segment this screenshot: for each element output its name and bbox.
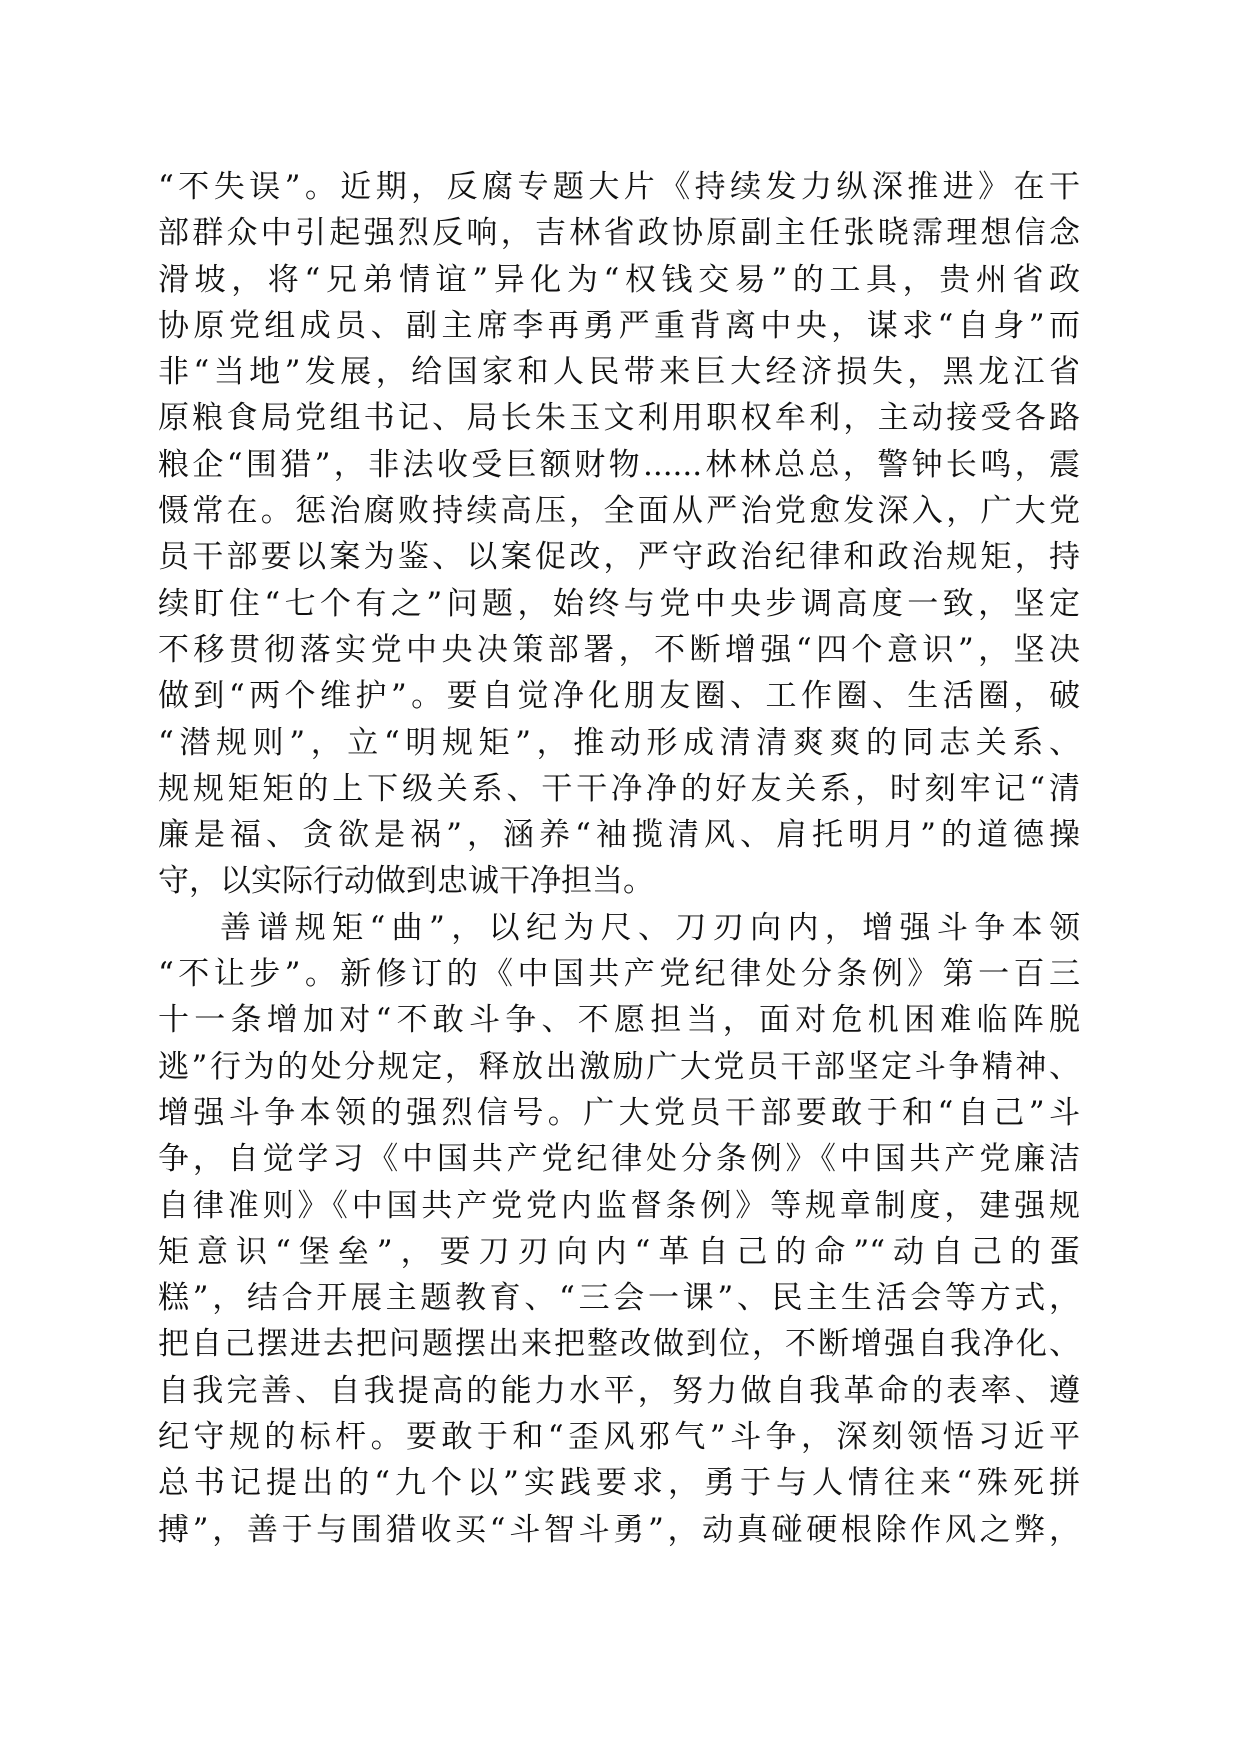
text-line: 争，自觉学习《中国共产党纪律处分条例》《中国共产党廉洁 bbox=[158, 1141, 1080, 1178]
body-text bbox=[158, 164, 1080, 1553]
text-line: 逃”行为的处分规定，释放出激励广大党员干部坚定斗争精神、 bbox=[158, 1048, 1080, 1085]
text-line: 搏”，善于与围猎收买“斗智斗勇”，动真碰硬根除作风之弊， bbox=[158, 1511, 1080, 1548]
text-line-paragraph-end: 守，以实际行动做到忠诚干净担当。 bbox=[158, 863, 654, 900]
paragraph-continuation bbox=[158, 164, 1080, 905]
text-line: 原粮食局党组书记、局长朱玉文利用职权牟利，主动接受各路 bbox=[158, 400, 1080, 437]
text-line-paragraph-start: 善谱规矩“曲”，以纪为尺、刀刃向内，增强斗争本领 bbox=[220, 909, 1080, 946]
text-line: 纪守规的标杆。要敢于和“歪风邪气”斗争，深刻领悟习近平 bbox=[158, 1419, 1080, 1456]
text-line: 自律准则》《中国共产党党内监督条例》等规章制度，建强规 bbox=[158, 1187, 1080, 1224]
text-line: 十一条增加对“不敢斗争、不愿担当，面对危机困难临阵脱 bbox=[158, 1002, 1080, 1039]
text-line: 续盯住“七个有之”问题，始终与党中央步调高度一致，坚定 bbox=[158, 585, 1080, 622]
text-line: 总书记提出的“九个以”实践要求，勇于与人情往来“殊死拼 bbox=[158, 1465, 1080, 1502]
text-line: 慑常在。惩治腐败持续高压，全面从严治党愈发深入，广大党 bbox=[158, 493, 1080, 530]
text-line: 矩意识“堡垒”，要刀刃向内“革自己的命”“动自己的蛋 bbox=[158, 1233, 1080, 1270]
text-line: 做到“两个维护”。要自觉净化朋友圈、工作圈、生活圈，破 bbox=[158, 678, 1080, 715]
text-line: 自我完善、自我提高的能力水平，努力做自我革命的表率、遵 bbox=[158, 1372, 1080, 1409]
text-line: 规规矩矩的上下级关系、干干净净的好友关系，时刻牢记“清 bbox=[158, 770, 1080, 807]
text-line: “不失误”。近期，反腐专题大片《持续发力纵深推进》在干 bbox=[158, 169, 1080, 205]
text-line: 部群众中引起强烈反响，吉林省政协原副主任张晓霈理想信念 bbox=[158, 215, 1080, 252]
text-line: 滑坡，将“兄弟情谊”异化为“权钱交易”的工具，贵州省政 bbox=[158, 261, 1080, 298]
text-line: 协原党组成员、副主席李再勇严重背离中央，谋求“自身”而 bbox=[158, 307, 1080, 344]
paragraph-rules-struggle bbox=[158, 905, 1080, 1553]
text-line: 非“当地”发展，给国家和人民带来巨大经济损失，黑龙江省 bbox=[158, 354, 1080, 391]
text-line: 员干部要以案为鉴、以案促改，严守政治纪律和政治规矩，持 bbox=[158, 539, 1080, 576]
text-line: “不让步”。新修订的《中国共产党纪律处分条例》第一百三 bbox=[158, 956, 1080, 993]
text-line: 增强斗争本领的强烈信号。广大党员干部要敢于和“自己”斗 bbox=[158, 1094, 1080, 1131]
text-line: 把自己摆进去把问题摆出来把整改做到位，不断增强自我净化、 bbox=[158, 1326, 1080, 1363]
text-line: 糕”，结合开展主题教育、“三会一课”、民主生活会等方式， bbox=[158, 1280, 1080, 1317]
text-line: 不移贯彻落实党中央决策部署，不断增强“四个意识”，坚决 bbox=[158, 631, 1080, 668]
text-line: 粮企“围猎”，非法收受巨额财物......林林总总，警钟长鸣，震 bbox=[158, 446, 1080, 483]
text-line: 廉是福、贪欲是祸”，涵养“袖揽清风、肩托明月”的道德操 bbox=[158, 817, 1080, 854]
text-line: “潜规则”，立“明规矩”，推动形成清清爽爽的同志关系、 bbox=[158, 724, 1080, 761]
